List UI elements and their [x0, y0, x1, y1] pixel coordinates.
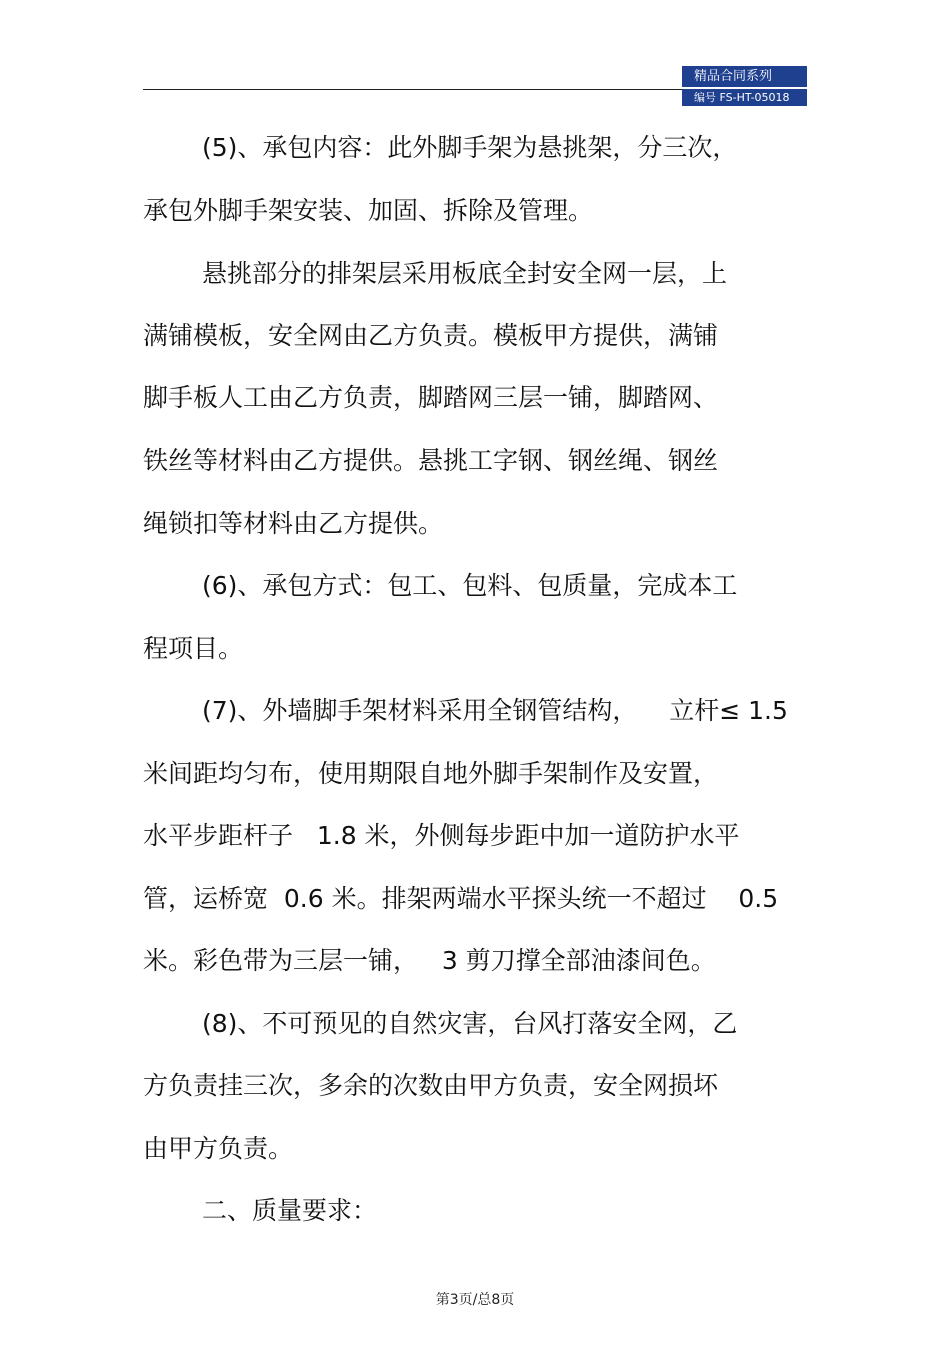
text-line: 米间距均匀布，使用期限自地外脚手架制作及安置， [143, 759, 719, 788]
text-line: 脚手板人工由乙方负责，脚踏网三层一铺，脚踏网、 [143, 383, 719, 412]
series-badge [682, 66, 807, 106]
text-line: 管，运桥宽 0.6 米。排架两端水平探头统一不超过 0.5 [143, 884, 779, 913]
text-line: 悬挑部分的排架层采用板底全封安全网一层，上 [202, 259, 728, 288]
text-line: 方负责挂三次，多余的次数由甲方负责，安全网损坏 [143, 1071, 719, 1100]
text-line: 承包外脚手架安装、加固、拆除及管理。 [143, 196, 594, 225]
document-code: 编号 FS-HT-05018 [682, 89, 807, 106]
text-line: (8)、不可预见的自然灾害，台风打落安全网，乙 [202, 1009, 738, 1038]
page-number: 第3页/总8页 [435, 1292, 515, 1308]
text-line: 米。彩色带为三层一铺， 3 剪刀撑全部油漆间色。 [143, 946, 716, 975]
text-line: (5)、承包内容：此外脚手架为悬挑架，分三次， [202, 133, 738, 162]
text-line: 满铺模板，安全网由乙方负责。模板甲方提供，满铺 [143, 321, 719, 350]
text-line: 铁丝等材料由乙方提供。悬挑工字钢、钢丝绳、钢丝 [143, 446, 719, 475]
text-line: 程项目。 [143, 634, 244, 663]
text-line: 由甲方负责。 [143, 1134, 294, 1163]
text-line: 水平步距杆子 1.8 米，外侧每步距中加一道防护水平 [143, 821, 740, 850]
text-line: (6)、承包方式：包工、包料、包质量，完成本工 [202, 571, 738, 600]
text-line: 绳锁扣等材料由乙方提供。 [143, 509, 444, 538]
text-line: (7)、外墙脚手架材料采用全钢管结构， 立杆≤ 1.5 [202, 696, 788, 725]
series-label: 精品合同系列 [682, 66, 807, 87]
section-heading: 二、质量要求： [202, 1196, 378, 1225]
